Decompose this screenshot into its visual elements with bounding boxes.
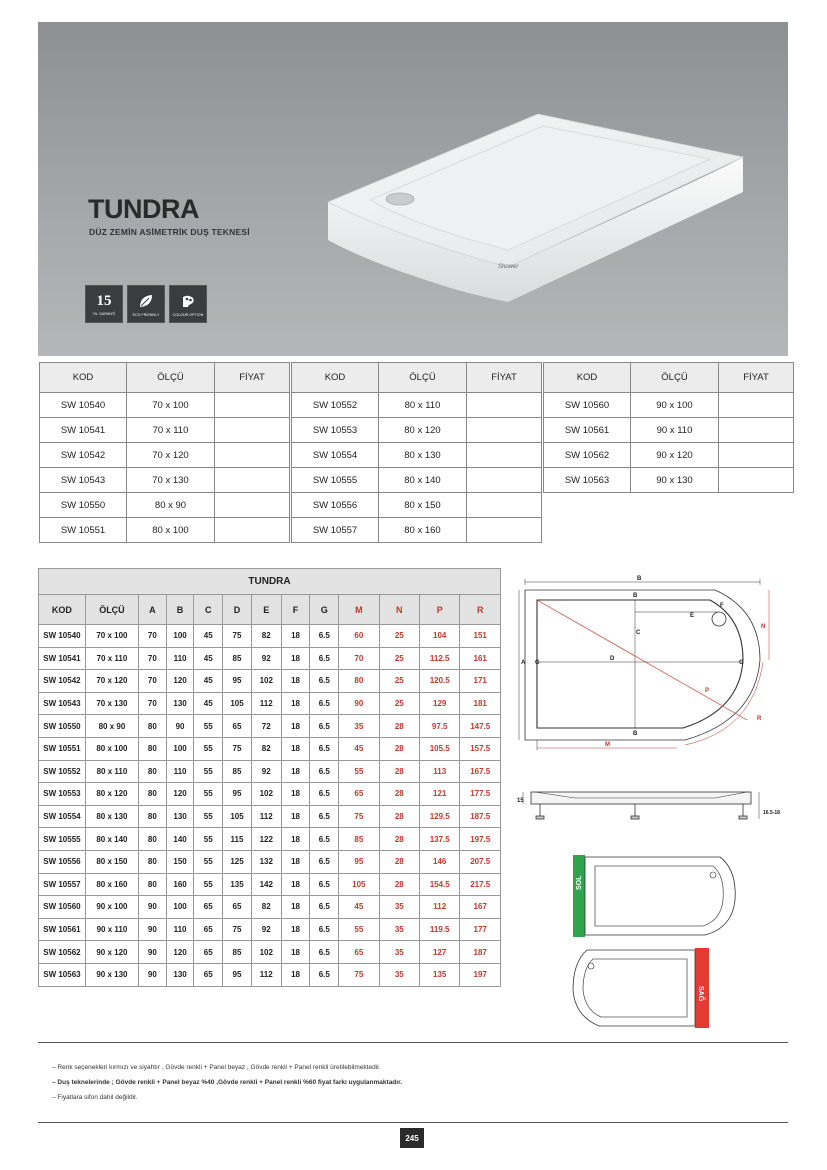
dim-label-g: G — [739, 660, 744, 666]
table-cell: SW 10552 — [39, 760, 86, 783]
table-cell: 55 — [339, 760, 379, 783]
hero-banner — [38, 22, 788, 356]
note-3: – Fiyatlara sifon dahil değildir. — [52, 1094, 138, 1101]
table-cell: 80 x 140 — [85, 828, 138, 851]
table-row — [39, 805, 501, 828]
notes — [52, 1060, 402, 1105]
table-cell: 90 — [339, 692, 379, 715]
table-cell: 97.5 — [420, 715, 460, 738]
table-cell: SW 10540 — [39, 625, 86, 648]
table-cell: 120 — [166, 783, 194, 806]
table-cell: 177 — [460, 918, 501, 941]
table-cell: 90 — [139, 963, 167, 986]
product-subtitle: DÜZ ZEMİN ASİMETRİK DUŞ TEKNESİ — [89, 227, 250, 237]
table-cell: 6.5 — [310, 737, 339, 760]
dim-label-e: E — [690, 613, 695, 619]
table-cell: 70 — [139, 670, 167, 693]
table-cell: SW 10556 — [39, 850, 86, 873]
page-number: 245 — [400, 1128, 424, 1148]
table-cell: 160 — [166, 873, 194, 896]
table-cell: 28 — [379, 850, 419, 873]
table-cell: SW 10550 — [39, 715, 86, 738]
table-cell: 70 — [339, 647, 379, 670]
tray-brand-text: Shower — [498, 264, 519, 270]
table-cell: 25 — [379, 670, 419, 693]
table-cell: 177.5 — [460, 783, 501, 806]
table-cell: 55 — [194, 850, 223, 873]
table-cell: 157.5 — [460, 737, 501, 760]
table-cell: 82 — [251, 737, 281, 760]
table-cell: 75 — [223, 625, 252, 648]
table-cell: SW 10551 — [39, 737, 86, 760]
table-cell: 18 — [281, 715, 310, 738]
table-row — [39, 941, 501, 964]
table-cell: 28 — [379, 805, 419, 828]
table-cell: 147.5 — [460, 715, 501, 738]
feature-badges — [85, 285, 207, 323]
price-table-1 — [39, 362, 290, 543]
table-cell: 65 — [339, 941, 379, 964]
table-cell: 18 — [281, 963, 310, 986]
table-row — [39, 783, 501, 806]
table-cell: 70 x 120 — [85, 670, 138, 693]
table-row: SW 10556 80 x 150 — [292, 493, 542, 518]
table-cell: 80 x 160 — [85, 873, 138, 896]
table-cell: 45 — [339, 896, 379, 919]
side-view-drawing — [523, 792, 759, 819]
table-row: SW 10557 80 x 160 — [292, 518, 542, 543]
table-row: SW 10555 80 x 140 — [292, 468, 542, 493]
note-1: – Renk seçenekleri kırmızı ve siyahtır , Gövde renkli + Panel beyaz , Gövde renkli + Panel renkli üretilebilmektedir. — [52, 1064, 381, 1071]
col-header-kod: KOD — [40, 363, 127, 393]
table-cell: 80 — [139, 805, 167, 828]
table-cell: 80 — [139, 828, 167, 851]
table-cell: 105 — [223, 805, 252, 828]
table-cell: 105.5 — [420, 737, 460, 760]
dim-label-r: R — [757, 716, 762, 722]
table-cell: 6.5 — [310, 918, 339, 941]
table-cell: 80 x 100 — [85, 737, 138, 760]
table-cell: 18 — [281, 670, 310, 693]
col-header-kod: KOD — [292, 363, 379, 393]
table-cell: 60 — [339, 625, 379, 648]
table-row — [39, 647, 501, 670]
table-cell: 82 — [251, 625, 281, 648]
table-cell: 55 — [194, 783, 223, 806]
table-cell: 112 — [251, 692, 281, 715]
spec-table-header: KOD ÖLÇÜ A B C D E F G M N P R — [39, 595, 501, 625]
table-cell: 80 x 110 — [85, 760, 138, 783]
dim-label-n: N — [761, 624, 766, 630]
table-cell: 167.5 — [460, 760, 501, 783]
table-cell: 112 — [251, 963, 281, 986]
table-cell: 6.5 — [310, 873, 339, 896]
table-cell: 72 — [251, 715, 281, 738]
side-height-label: 15 — [517, 798, 524, 804]
table-cell: 112.5 — [420, 647, 460, 670]
table-cell: 65 — [194, 918, 223, 941]
table-cell: 6.5 — [310, 692, 339, 715]
table-cell: 102 — [251, 941, 281, 964]
table-cell: 207.5 — [460, 850, 501, 873]
table-cell: 35 — [339, 715, 379, 738]
table-cell: 6.5 — [310, 963, 339, 986]
right-variant-drawing — [573, 948, 709, 1028]
table-cell: 92 — [251, 918, 281, 941]
table-cell: 65 — [223, 715, 252, 738]
table-cell: SW 10557 — [39, 873, 86, 896]
table-cell: 70 — [139, 647, 167, 670]
table-cell: 18 — [281, 692, 310, 715]
table-cell: 135 — [420, 963, 460, 986]
table-row: SW 10563 90 x 130 — [544, 468, 794, 493]
table-cell: 55 — [194, 737, 223, 760]
table-cell: 65 — [223, 896, 252, 919]
table-cell: 92 — [251, 647, 281, 670]
table-cell: 140 — [166, 828, 194, 851]
table-cell: 80 x 120 — [85, 783, 138, 806]
left-variant-label: SOL — [576, 875, 583, 890]
table-cell: 100 — [166, 896, 194, 919]
table-cell: 142 — [251, 873, 281, 896]
table-cell: 197 — [460, 963, 501, 986]
table-cell: 120.5 — [420, 670, 460, 693]
table-cell: 90 x 100 — [85, 896, 138, 919]
table-cell: 28 — [379, 783, 419, 806]
right-variant-label: SAĞ — [697, 986, 704, 1002]
technical-drawing — [515, 570, 780, 1040]
table-row: SW 10542 70 x 120 — [40, 443, 290, 468]
top-view-drawing — [519, 579, 769, 750]
table-cell: 75 — [339, 805, 379, 828]
table-cell: 65 — [194, 941, 223, 964]
table-cell: 90 — [139, 941, 167, 964]
table-cell: 6.5 — [310, 647, 339, 670]
table-cell: SW 10542 — [39, 670, 86, 693]
table-cell: 105 — [339, 873, 379, 896]
table-cell: 105 — [223, 692, 252, 715]
table-cell: 18 — [281, 941, 310, 964]
table-row — [39, 828, 501, 851]
table-row: SW 10550 80 x 90 — [40, 493, 290, 518]
table-cell: 65 — [339, 783, 379, 806]
table-cell: 18 — [281, 737, 310, 760]
table-row: SW 10540 70 x 100 — [40, 393, 290, 418]
table-cell: 28 — [379, 760, 419, 783]
table-cell: 92 — [251, 760, 281, 783]
dim-label-g-left: G — [535, 660, 540, 666]
table-cell: 146 — [420, 850, 460, 873]
table-cell: 35 — [379, 896, 419, 919]
table-cell: 65 — [194, 896, 223, 919]
table-cell: 82 — [251, 896, 281, 919]
table-cell: 70 x 130 — [85, 692, 138, 715]
table-row — [39, 625, 501, 648]
table-cell: 95 — [223, 963, 252, 986]
table-cell: 65 — [194, 963, 223, 986]
table-cell: 80 — [139, 850, 167, 873]
table-cell: 122 — [251, 828, 281, 851]
table-cell: 35 — [379, 963, 419, 986]
table-row — [39, 896, 501, 919]
table-cell: 171 — [460, 670, 501, 693]
table-cell: 120 — [166, 941, 194, 964]
table-cell: 90 x 130 — [85, 963, 138, 986]
table-row — [39, 737, 501, 760]
table-cell: 6.5 — [310, 828, 339, 851]
side-total-label: 16.5-18 — [763, 810, 780, 816]
price-table-2 — [291, 362, 542, 543]
left-variant-drawing — [573, 855, 735, 937]
table-row: SW 10561 90 x 110 — [544, 418, 794, 443]
table-cell: 80 — [139, 715, 167, 738]
table-cell: 85 — [223, 760, 252, 783]
table-cell: 119.5 — [420, 918, 460, 941]
table-cell: 187.5 — [460, 805, 501, 828]
table-cell: 75 — [223, 737, 252, 760]
table-row — [39, 760, 501, 783]
table-cell: 112 — [420, 896, 460, 919]
table-row — [39, 850, 501, 873]
table-cell: 80 — [139, 737, 167, 760]
table-cell: 120 — [166, 670, 194, 693]
table-cell: 90 x 120 — [85, 941, 138, 964]
table-cell: 70 x 100 — [85, 625, 138, 648]
table-cell: 6.5 — [310, 625, 339, 648]
table-cell: 6.5 — [310, 783, 339, 806]
table-row — [39, 692, 501, 715]
table-cell: 90 — [139, 918, 167, 941]
table-cell: 80 — [139, 760, 167, 783]
table-cell: 6.5 — [310, 715, 339, 738]
colour-option-icon: COLOUR OPTION — [169, 285, 207, 323]
dim-label-a: A — [521, 660, 526, 666]
table-cell: 18 — [281, 783, 310, 806]
table-cell: 45 — [194, 692, 223, 715]
table-cell: 80 — [139, 873, 167, 896]
table-cell: 95 — [223, 670, 252, 693]
col-header-fiyat: FİYAT — [467, 363, 542, 393]
table-cell: 55 — [194, 715, 223, 738]
table-cell: 18 — [281, 850, 310, 873]
col-header-fiyat: FİYAT — [215, 363, 290, 393]
dim-label-p: P — [705, 688, 710, 694]
col-header-kod: KOD — [544, 363, 631, 393]
table-cell: 110 — [166, 647, 194, 670]
table-cell: 132 — [251, 850, 281, 873]
table-cell: 121 — [420, 783, 460, 806]
table-cell: SW 10543 — [39, 692, 86, 715]
table-cell: 112 — [251, 805, 281, 828]
table-cell: 45 — [194, 670, 223, 693]
note-2: – Duş teknelerinde ; Gövde renkli + Panel beyaz %40 ,Gövde renkli + Panel renkli %60 fiyat farkı uygulanmaktadır. — [52, 1079, 403, 1086]
table-cell: 35 — [379, 918, 419, 941]
table-cell: 55 — [339, 918, 379, 941]
table-row: SW 10543 70 x 130 — [40, 468, 290, 493]
eco-leaf-icon: ECO FRIENDLY — [127, 285, 165, 323]
table-row: SW 10541 70 x 110 — [40, 418, 290, 443]
table-cell: 25 — [379, 692, 419, 715]
dim-label-b-bottom: B — [633, 731, 638, 737]
table-cell: 45 — [339, 737, 379, 760]
table-row: SW 10560 90 x 100 — [544, 393, 794, 418]
spec-table-title: TUNDRA — [39, 569, 501, 595]
table-cell: 55 — [194, 760, 223, 783]
table-cell: 6.5 — [310, 805, 339, 828]
table-row — [39, 963, 501, 986]
table-cell: 85 — [223, 647, 252, 670]
table-cell: 102 — [251, 783, 281, 806]
table-cell: SW 10541 — [39, 647, 86, 670]
table-cell: 28 — [379, 737, 419, 760]
table-cell: 6.5 — [310, 670, 339, 693]
table-cell: 70 — [139, 625, 167, 648]
table-cell: 187 — [460, 941, 501, 964]
table-cell: 70 — [139, 692, 167, 715]
table-cell: 104 — [420, 625, 460, 648]
table-row — [39, 918, 501, 941]
table-cell: 110 — [166, 760, 194, 783]
table-cell: 55 — [194, 873, 223, 896]
table-row: SW 10551 80 x 100 — [40, 518, 290, 543]
dim-label-d: D — [610, 656, 615, 662]
table-cell: 127 — [420, 941, 460, 964]
spec-table — [38, 568, 501, 987]
warranty-15-icon: 15 YIL GARANTİ — [85, 285, 123, 323]
table-cell: 130 — [166, 692, 194, 715]
table-cell: 6.5 — [310, 850, 339, 873]
table-cell: 18 — [281, 760, 310, 783]
col-header-olcu: ÖLÇÜ — [631, 363, 719, 393]
table-cell: 90 x 110 — [85, 918, 138, 941]
table-cell: 6.5 — [310, 896, 339, 919]
table-row — [39, 670, 501, 693]
table-cell: SW 10554 — [39, 805, 86, 828]
table-cell: 18 — [281, 625, 310, 648]
table-row: SW 10552 80 x 110 — [292, 393, 542, 418]
table-cell: SW 10562 — [39, 941, 86, 964]
divider-bottom — [38, 1122, 788, 1123]
table-cell: 18 — [281, 896, 310, 919]
table-cell: 85 — [339, 828, 379, 851]
table-cell: 18 — [281, 828, 310, 851]
table-cell: 95 — [223, 783, 252, 806]
dim-label-b-inner: B — [633, 593, 638, 599]
table-cell: 80 — [339, 670, 379, 693]
table-cell: 130 — [166, 805, 194, 828]
table-cell: 25 — [379, 647, 419, 670]
table-cell: SW 10553 — [39, 783, 86, 806]
table-row — [39, 715, 501, 738]
table-cell: 18 — [281, 647, 310, 670]
table-cell: 28 — [379, 828, 419, 851]
table-cell: 90 — [166, 715, 194, 738]
table-cell: 113 — [420, 760, 460, 783]
table-cell: 35 — [379, 941, 419, 964]
table-cell: 28 — [379, 715, 419, 738]
table-cell: 75 — [223, 918, 252, 941]
table-cell: 18 — [281, 918, 310, 941]
table-cell: SW 10563 — [39, 963, 86, 986]
dim-label-m: M — [605, 742, 610, 748]
table-cell: 45 — [194, 647, 223, 670]
table-cell: 181 — [460, 692, 501, 715]
table-cell: 6.5 — [310, 760, 339, 783]
table-cell: 137.5 — [420, 828, 460, 851]
table-cell: 75 — [339, 963, 379, 986]
table-cell: 18 — [281, 805, 310, 828]
table-cell: 217.5 — [460, 873, 501, 896]
table-cell: SW 10555 — [39, 828, 86, 851]
table-cell: SW 10560 — [39, 896, 86, 919]
dim-label-f: F — [720, 603, 724, 609]
table-row: SW 10562 90 x 120 — [544, 443, 794, 468]
table-cell: 110 — [166, 918, 194, 941]
table-cell: 95 — [339, 850, 379, 873]
table-cell: 151 — [460, 625, 501, 648]
table-cell: 167 — [460, 896, 501, 919]
col-header-fiyat: FİYAT — [719, 363, 794, 393]
table-cell: 55 — [194, 828, 223, 851]
divider-top — [38, 1042, 788, 1043]
table-cell: 129 — [420, 692, 460, 715]
table-cell: SW 10561 — [39, 918, 86, 941]
table-cell: 90 — [139, 896, 167, 919]
dim-label-c: C — [636, 630, 641, 636]
table-cell: 130 — [166, 963, 194, 986]
price-table-3 — [543, 362, 794, 493]
table-cell: 6.5 — [310, 941, 339, 964]
table-cell: 129.5 — [420, 805, 460, 828]
table-cell: 102 — [251, 670, 281, 693]
table-row: SW 10553 80 x 120 — [292, 418, 542, 443]
table-cell: 80 x 130 — [85, 805, 138, 828]
table-cell: 70 x 110 — [85, 647, 138, 670]
table-row — [39, 873, 501, 896]
table-cell: 100 — [166, 737, 194, 760]
dim-label-b: B — [637, 576, 642, 582]
table-cell: 125 — [223, 850, 252, 873]
table-cell: 197.5 — [460, 828, 501, 851]
table-cell: 100 — [166, 625, 194, 648]
table-cell: 80 x 150 — [85, 850, 138, 873]
table-cell: 18 — [281, 873, 310, 896]
table-cell: 55 — [194, 805, 223, 828]
table-cell: 25 — [379, 625, 419, 648]
table-cell: 161 — [460, 647, 501, 670]
table-row: SW 10554 80 x 130 — [292, 443, 542, 468]
table-cell: 80 — [139, 783, 167, 806]
table-cell: 85 — [223, 941, 252, 964]
table-cell: 150 — [166, 850, 194, 873]
table-cell: 45 — [194, 625, 223, 648]
table-cell: 154.5 — [420, 873, 460, 896]
product-title: TUNDRA — [88, 194, 199, 224]
table-cell: 28 — [379, 873, 419, 896]
table-cell: 135 — [223, 873, 252, 896]
table-cell: 115 — [223, 828, 252, 851]
col-header-olcu: ÖLÇÜ — [127, 363, 215, 393]
table-cell: 80 x 90 — [85, 715, 138, 738]
col-header-olcu: ÖLÇÜ — [379, 363, 467, 393]
